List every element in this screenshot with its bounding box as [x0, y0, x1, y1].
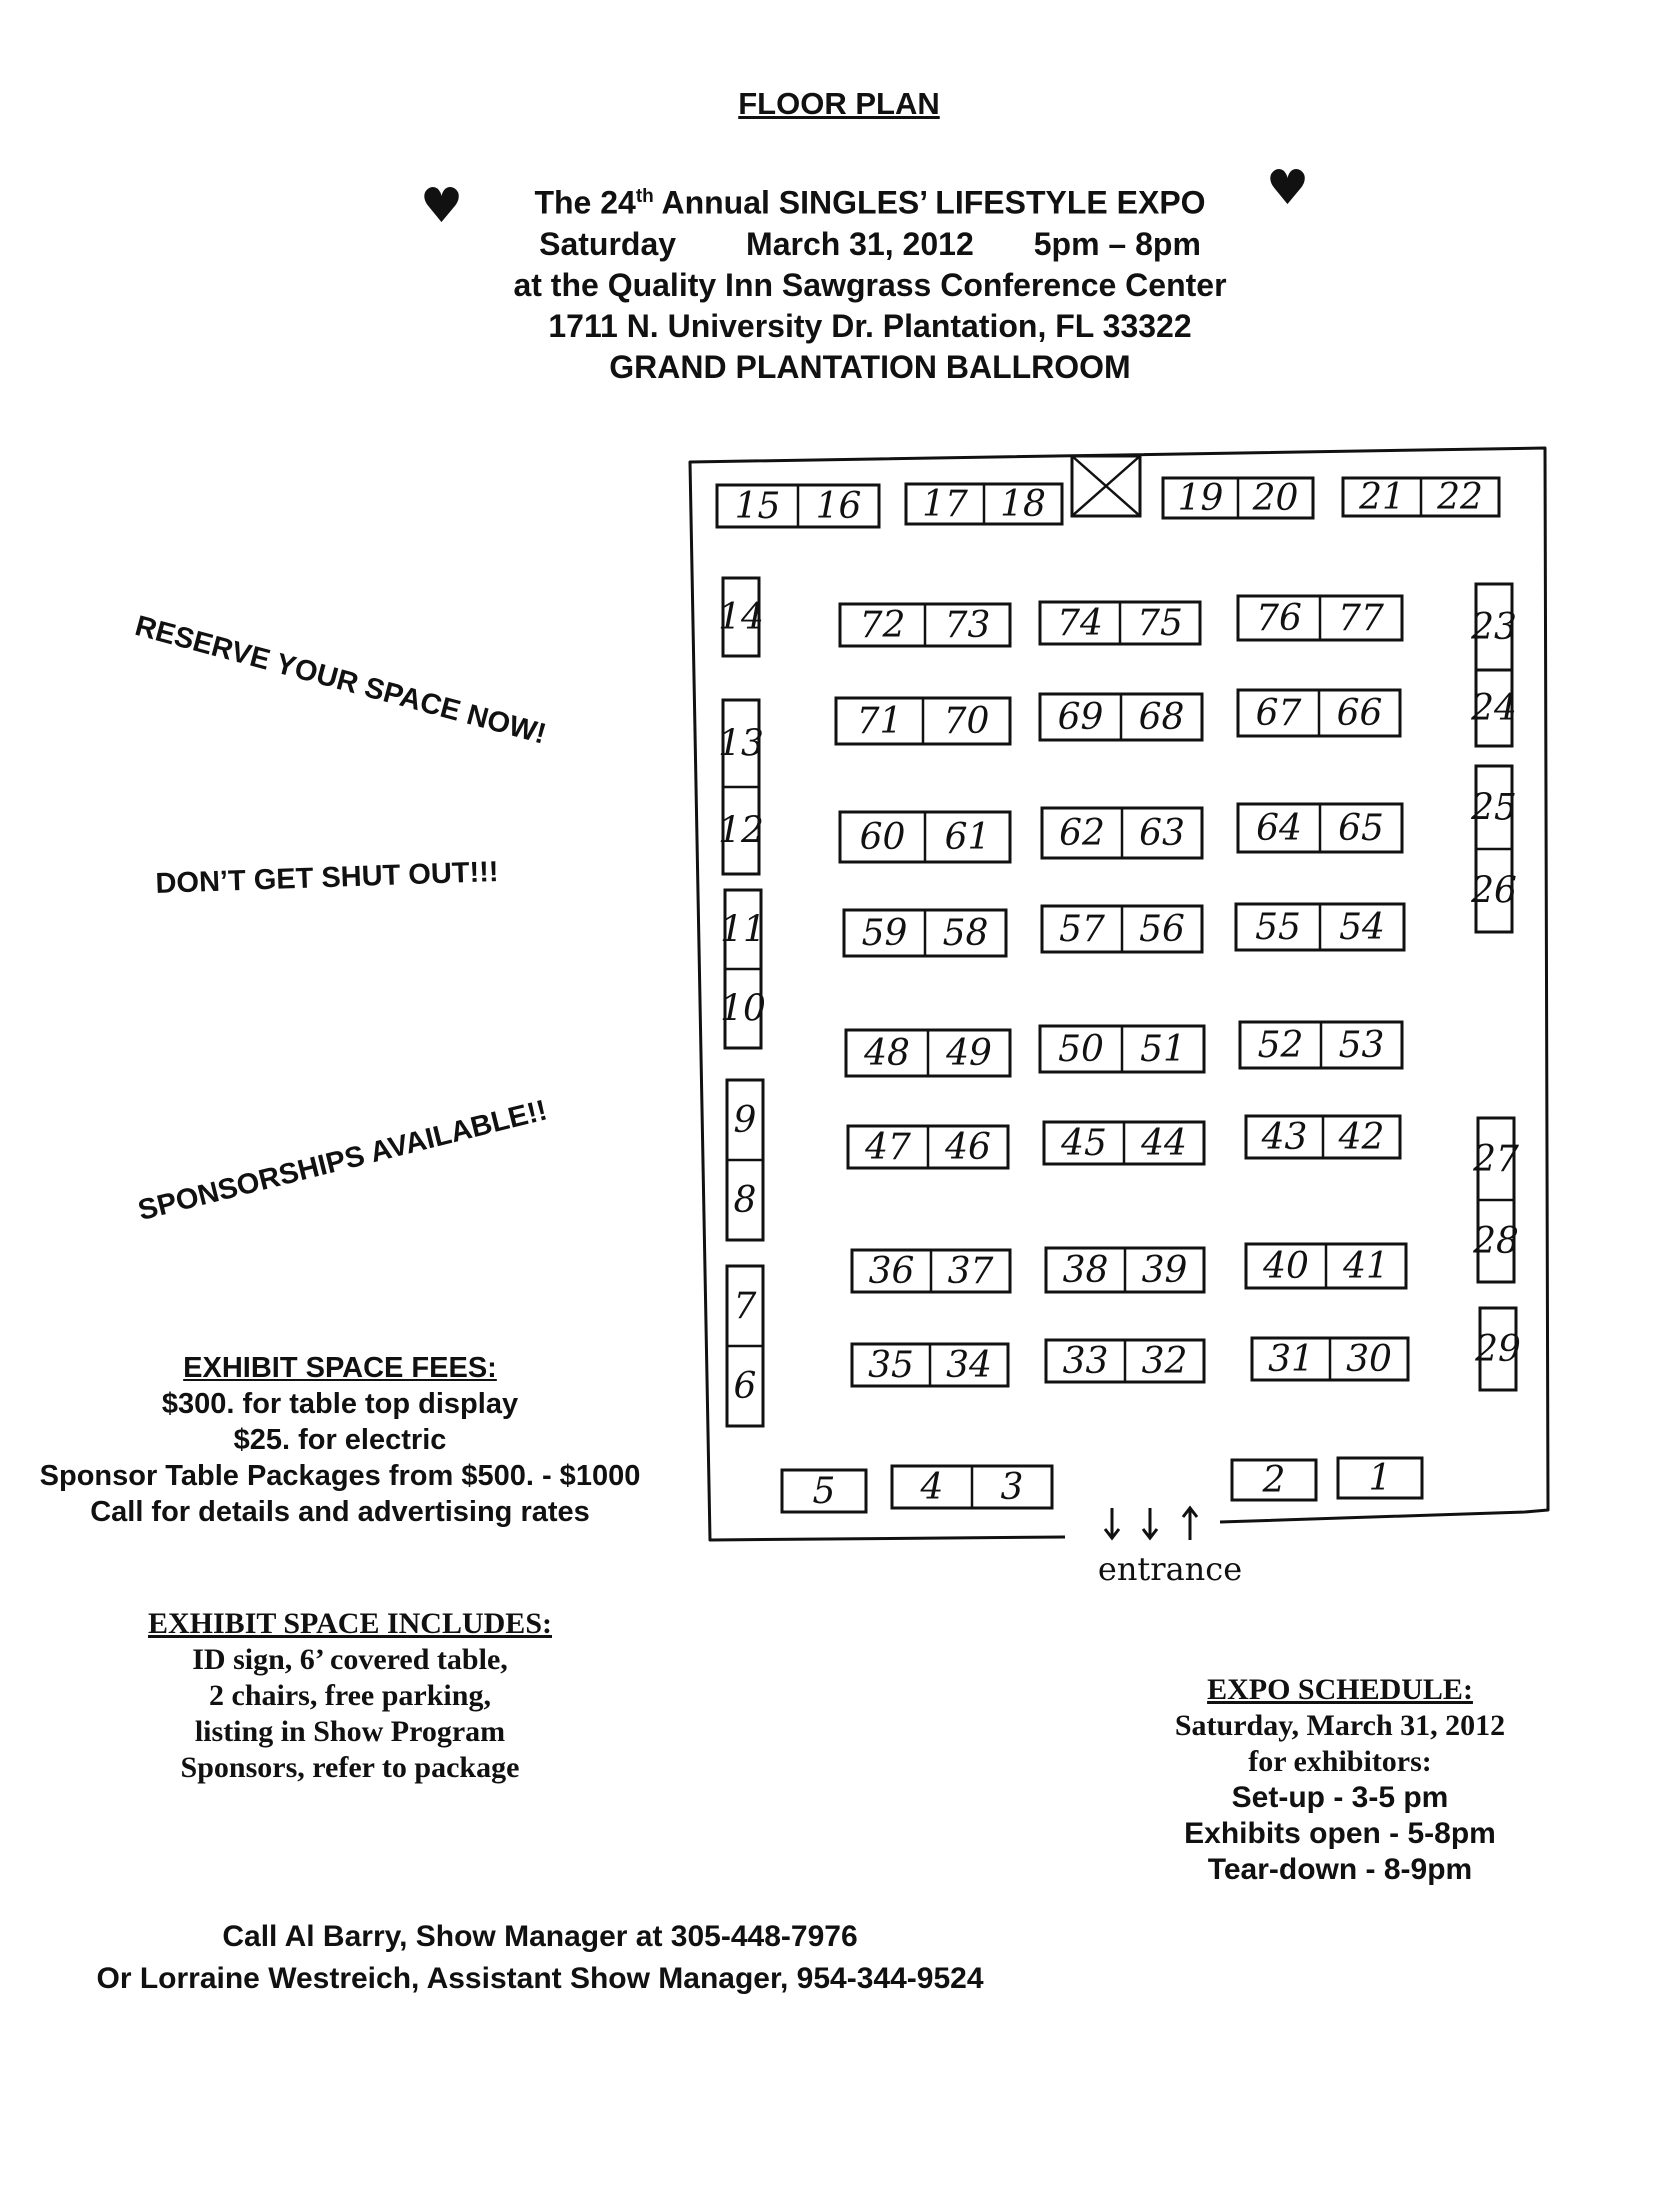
booth-number: 50 — [1058, 1029, 1104, 1070]
booth-number: 54 — [1339, 907, 1385, 948]
booth-number: 21 — [1359, 477, 1405, 518]
entrance-marker — [1098, 1508, 1242, 1588]
schedule-line: Exhibits open - 5-8pm — [1184, 1817, 1496, 1850]
includes-line: 2 chairs, free parking, — [209, 1679, 491, 1712]
booth-number: 1 — [1368, 1458, 1392, 1499]
booth-number: 41 — [1343, 1246, 1389, 1287]
booth-number: 37 — [947, 1251, 994, 1292]
promo-reserve: RESERVE YOUR SPACE NOW! — [131, 610, 550, 751]
booth-number: 60 — [859, 817, 906, 858]
booth-number: 4 — [920, 1467, 944, 1508]
booth-number: 75 — [1137, 603, 1183, 644]
booth-number: 64 — [1256, 808, 1302, 849]
promo-shut-out: DON’T GET SHUT OUT!!! — [155, 856, 500, 900]
entrance-label: entrance — [1097, 1550, 1243, 1588]
booth-number: 76 — [1256, 598, 1302, 639]
event-header — [420, 176, 1320, 388]
booth-number: 33 — [1062, 1341, 1109, 1382]
booth-number: 8 — [733, 1180, 757, 1221]
booth-number: 31 — [1268, 1339, 1314, 1380]
promo-sponsorships: SPONSORSHIPS AVAILABLE!! — [135, 1094, 551, 1228]
booth-number: 67 — [1255, 693, 1302, 734]
booth-number: 13 — [718, 723, 764, 765]
booth-number: 24 — [1471, 688, 1517, 729]
includes-line: Sponsors, refer to package — [180, 1751, 520, 1784]
booth-number: 61 — [944, 817, 991, 858]
booth-number: 57 — [1059, 909, 1105, 950]
booth-number: 29 — [1475, 1329, 1521, 1370]
booth-number: 74 — [1057, 603, 1103, 644]
event-room: GRAND PLANTATION BALLROOM — [609, 348, 1131, 385]
booth-number: 45 — [1061, 1123, 1107, 1164]
includes-heading: EXHIBIT SPACE INCLUDES: — [148, 1607, 552, 1640]
fees-line: Call for details and advertising rates — [90, 1496, 590, 1528]
booth-number: 18 — [1000, 484, 1046, 525]
booth-number: 17 — [922, 484, 968, 525]
booth-number: 2 — [1262, 1460, 1286, 1501]
booth-number: 36 — [868, 1251, 915, 1292]
booth-number: 25 — [1471, 787, 1517, 829]
booth-number: 43 — [1261, 1117, 1308, 1158]
heart-icon: ♥ — [1266, 160, 1310, 216]
booth-number: 14 — [718, 597, 764, 638]
booth-number: 20 — [1252, 478, 1299, 519]
booth-number: 19 — [1177, 478, 1224, 519]
booth-number: 22 — [1437, 477, 1483, 518]
booth-number: 71 — [856, 701, 903, 742]
booth-number: 63 — [1139, 813, 1185, 854]
booth-number: 28 — [1473, 1221, 1519, 1262]
booth-number: 49 — [946, 1033, 992, 1074]
schedule-line: Saturday, March 31, 2012 — [1174, 1709, 1506, 1742]
schedule-line: Tear-down - 8-9pm — [1207, 1853, 1473, 1886]
booth-number: 16 — [815, 486, 862, 527]
event-venue: at the Quality Inn Sawgrass Conference Center — [513, 266, 1227, 303]
booth-number: 30 — [1346, 1339, 1392, 1380]
fees-section — [10, 1350, 670, 1530]
booth-number: 26 — [1471, 870, 1517, 912]
booth-number: 48 — [864, 1033, 910, 1074]
contact-section — [30, 1916, 1050, 2000]
fees-heading: EXHIBIT SPACE FEES: — [183, 1352, 497, 1384]
booth-number: 51 — [1140, 1029, 1186, 1070]
booth-number: 58 — [942, 913, 989, 954]
schedule-heading: EXPO SCHEDULE: — [1207, 1673, 1473, 1706]
booth-number: 12 — [718, 810, 764, 852]
contact-line: Or Lorraine Westreich, Assistant Show Manager, 954-344-9524 — [96, 1962, 984, 1995]
heart-icon: ♥ — [420, 178, 464, 234]
page-title: FLOOR PLAN — [738, 86, 940, 121]
contact-line: Call Al Barry, Show Manager at 305-448-7976 — [222, 1920, 858, 1953]
booth-number: 68 — [1138, 697, 1185, 738]
booth-number: 32 — [1141, 1341, 1188, 1382]
booth-number: 56 — [1139, 909, 1185, 950]
booth-number: 69 — [1057, 697, 1104, 738]
booth-number: 73 — [944, 605, 991, 646]
includes-line: ID sign, 6’ covered table, — [192, 1643, 508, 1676]
booth-number: 66 — [1336, 693, 1383, 734]
booth-number: 53 — [1338, 1025, 1385, 1066]
fees-line: $25. for electric — [233, 1424, 447, 1456]
includes-line: listing in Show Program — [194, 1715, 506, 1748]
booth-number: 44 — [1141, 1123, 1187, 1164]
event-datetime: Saturday March 31, 2012 5pm – 8pm — [539, 225, 1201, 262]
booth-number: 10 — [720, 988, 766, 1030]
booth-number: 46 — [945, 1127, 991, 1168]
booth-number: 15 — [734, 486, 781, 527]
booth-number: 11 — [720, 909, 766, 951]
booth-number: 70 — [943, 701, 990, 742]
booth-number: 59 — [861, 913, 908, 954]
booth-layer — [717, 477, 1521, 1512]
booth-number: 6 — [733, 1366, 757, 1407]
booth-number: 34 — [946, 1345, 992, 1386]
booth-number: 62 — [1059, 813, 1105, 854]
booth-number: 72 — [859, 605, 906, 646]
schedule-section — [1110, 1672, 1570, 1888]
event-address: 1711 N. University Dr. Plantation, FL 33322 — [548, 307, 1192, 344]
booth-number: 27 — [1473, 1139, 1519, 1180]
booth-number: 42 — [1338, 1117, 1385, 1158]
booth-number: 65 — [1338, 808, 1384, 849]
floor-plan-map — [680, 440, 1560, 1590]
booth-number: 40 — [1263, 1246, 1309, 1287]
booth-number: 39 — [1141, 1250, 1188, 1291]
fees-line: $300. for table top display — [161, 1388, 519, 1420]
booth-number: 5 — [812, 1471, 836, 1512]
booth-number: 77 — [1338, 598, 1384, 639]
fees-line: Sponsor Table Packages from $500. - $1000 — [39, 1460, 641, 1492]
booth-number: 7 — [733, 1286, 757, 1327]
booth-number: 23 — [1471, 607, 1517, 648]
booth-number: 9 — [733, 1100, 757, 1141]
booth-number: 52 — [1257, 1025, 1304, 1066]
schedule-line: Set-up - 3-5 pm — [1231, 1781, 1449, 1814]
booth-number: 35 — [868, 1345, 914, 1386]
schedule-line: for exhibitors: — [1248, 1745, 1432, 1778]
booth-number: 3 — [1000, 1467, 1024, 1508]
booth-number: 47 — [865, 1127, 911, 1168]
booth-number: 55 — [1255, 907, 1301, 948]
event-name: The 24th Annual SINGLES’ LIFESTYLE EXPO — [534, 184, 1206, 221]
includes-section — [100, 1606, 600, 1786]
booth-number: 38 — [1062, 1250, 1109, 1291]
